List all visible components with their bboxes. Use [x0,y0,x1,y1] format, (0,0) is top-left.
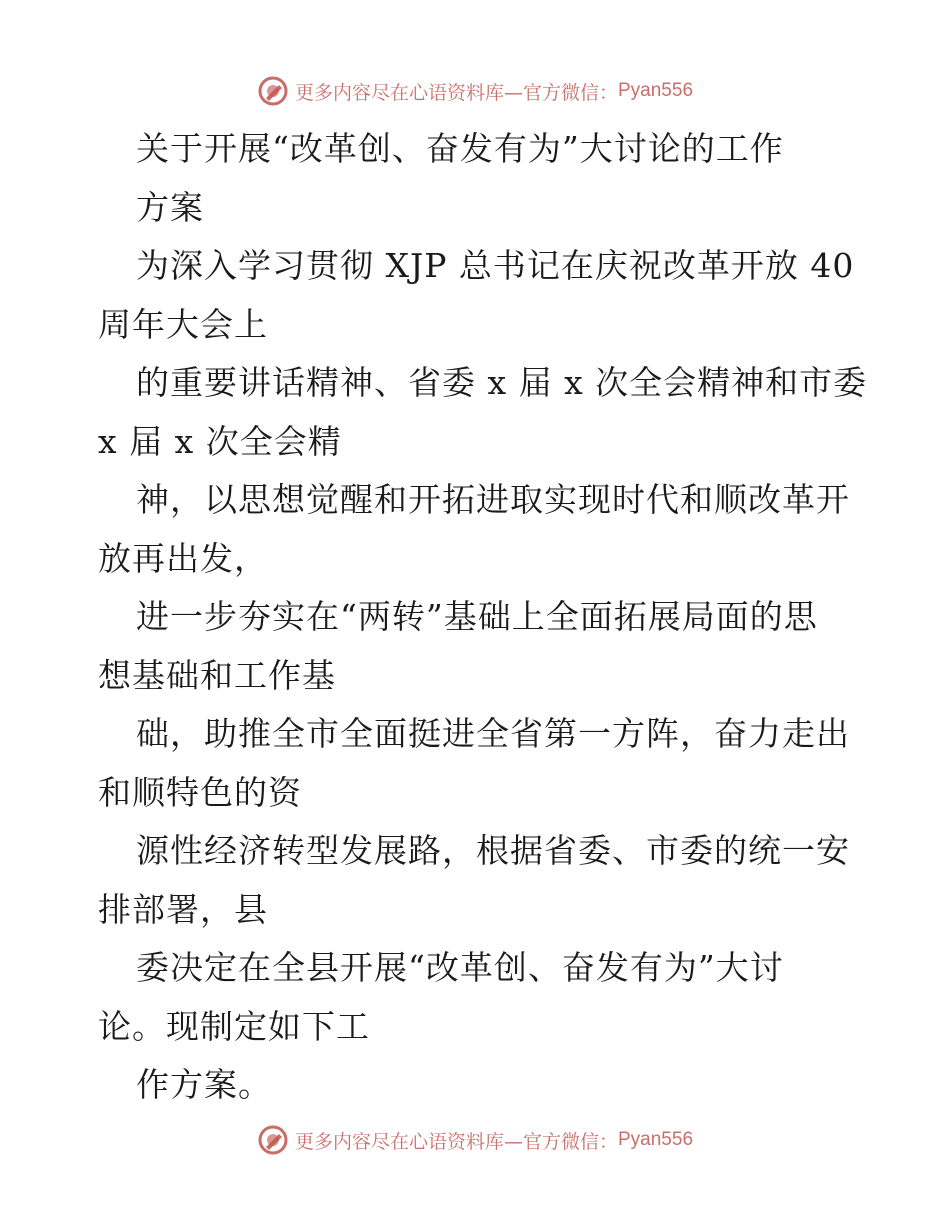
text-line: 论。现制定如下工 [98,1006,370,1046]
text-line: 进一步夯实在“两转”基础上全面拓展局面的思 [136,597,818,636]
text-line: x 届 x 次全会精 [98,421,342,461]
watermark-logo-icon [257,1124,289,1156]
watermark-wechat-id: Pyan556 [618,80,694,101]
text-line: 周年大会上 [98,304,268,344]
text-line: 方案 [136,187,204,227]
watermark-wechat-id: Pyan556 [618,1129,694,1150]
watermark-text: 更多内容尽在心语资料库—官方微信： [294,1130,618,1153]
text-line: 想基础和工作基 [98,655,336,695]
text-line: 为深入学习贯彻 XJP 总书记在庆祝改革开放 40 [136,246,855,285]
text-line: 神，以思想觉醒和开拓进取实现时代和顺改革开 [136,480,850,519]
text-line: 源性经济转型发展路，根据省委、市委的统一安 [136,831,850,870]
watermark-text: 更多内容尽在心语资料库—官方微信： [294,81,618,104]
text-line: 作方案。 [136,1065,272,1104]
text-line: 委决定在全县开展“改革创、奋发有为”大讨 [136,948,784,987]
text-line: 排部署，县 [98,889,268,929]
text-line: 和顺特色的资 [98,772,302,812]
text-line: 关于开展“改革创、奋发有为”大讨论的工作 [136,129,784,168]
footer-watermark [0,1122,950,1158]
document-body [98,120,868,1115]
watermark-logo-icon [257,75,289,107]
text-line: 放再出发， [98,538,268,578]
header-watermark [0,73,950,109]
text-line: 础，助推全市全面挺进全省第一方阵，奋力走出 [136,714,850,753]
text-line: 的重要讲话精神、省委 x 届 x 次全会精神和市委 [136,363,868,402]
